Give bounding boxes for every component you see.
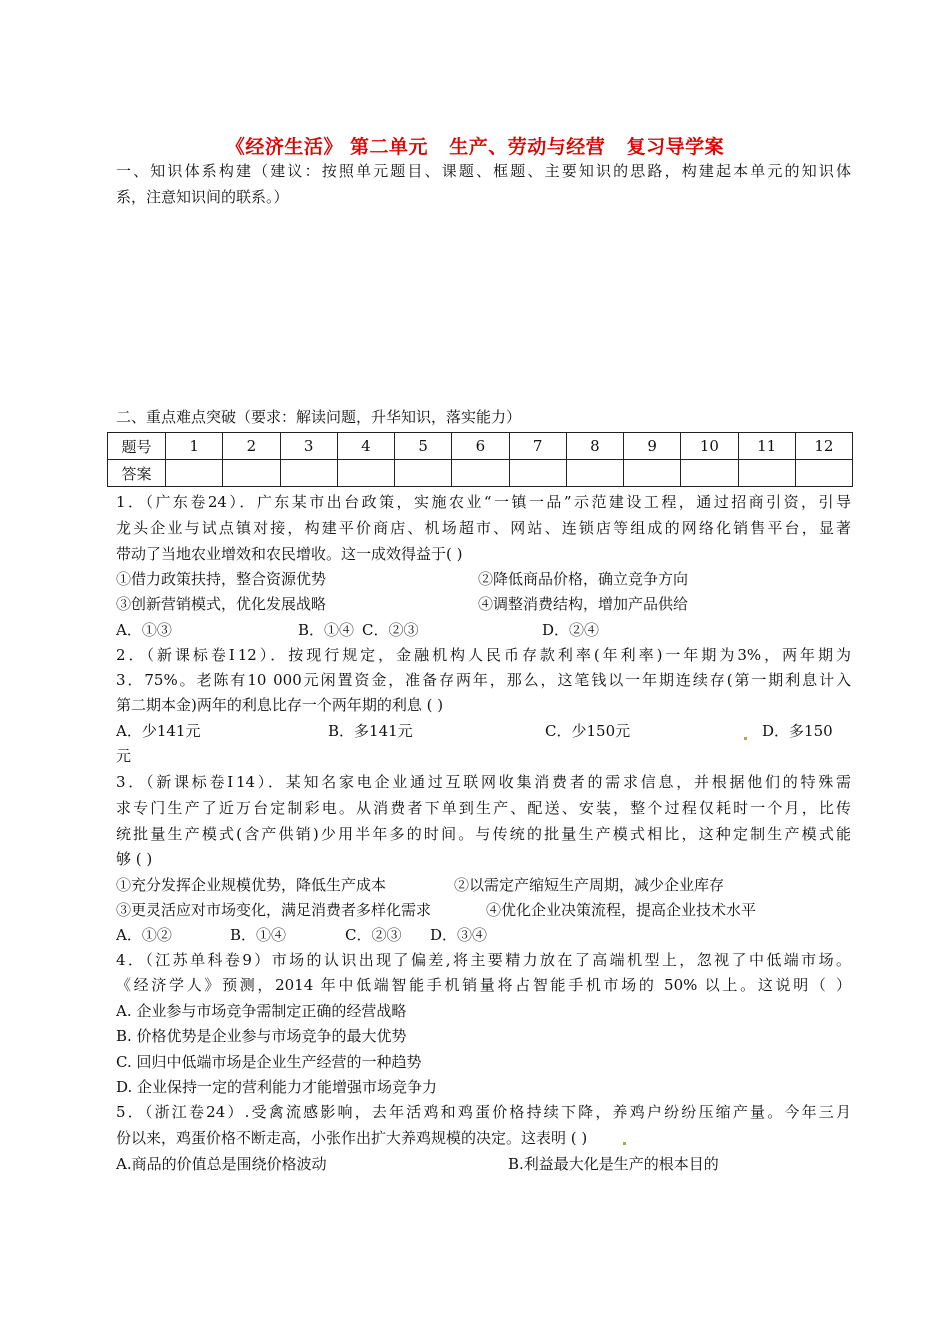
- q1-statement-3: ③创新营销模式，优化发展战略: [116, 595, 327, 613]
- q2-line3: 第二期本金)两年的利息比存一个两年期的利息 ( ): [116, 696, 444, 714]
- q3-option-b: B．①④: [230, 926, 287, 944]
- q1-line3: 带动了当地农业增效和农民增收。这一成效得益于( ): [116, 545, 463, 563]
- table-cell: 8: [566, 433, 623, 460]
- table-cell: 11: [738, 433, 795, 460]
- q3-statement-4: ④优化企业决策流程，提高企业技术水平: [486, 901, 757, 919]
- table-cell: 9: [624, 433, 681, 460]
- q1-line2: 龙头企业与试点镇对接，构建平价商店、机场超市、网站、连锁店等组成的网络化销售平台，显著: [116, 519, 851, 537]
- q1-option-a: A．①③: [116, 621, 172, 639]
- q2-line1: 2．（新课标卷Ⅰ12）．按现行规定，金融机构人民币存款利率(年利率)一年期为3%，两年期为: [116, 646, 851, 664]
- q4-option-b: B. 价格优势是企业参与市场竞争的最大优势: [116, 1027, 407, 1045]
- q5-option-a: A.商品的价值总是围绕价格波动: [116, 1155, 327, 1173]
- q3-statement-3: ③更灵活应对市场变化，满足消费者多样化需求: [116, 901, 432, 919]
- table-cell: 4: [337, 433, 394, 460]
- q1-option-d: D．②④: [542, 621, 600, 639]
- stray-dot-mark: [744, 737, 747, 740]
- q1-option-b: B．①④: [298, 621, 355, 639]
- q4-option-a: A. 企业参与市场竞争需制定正确的经营战略: [116, 1002, 407, 1020]
- table-cell-label: 题号: [108, 433, 166, 460]
- q2-option-b: B．多141元: [328, 722, 413, 740]
- table-cell: 12: [795, 433, 852, 460]
- table-cell: 2: [223, 433, 280, 460]
- q3-option-d: D．③④: [430, 926, 488, 944]
- q4-option-d: D. 企业保持一定的营利能力才能增强市场竞争力: [116, 1078, 438, 1096]
- section2-heading: 二、重点难点突破（要求：解读问题，升华知识，落实能力）: [116, 408, 522, 426]
- answer-cell[interactable]: [223, 460, 280, 487]
- table-cell: 10: [681, 433, 738, 460]
- page-title: 《经济生活》 第二单元 生产、劳动与经营 复习导学案: [225, 136, 725, 158]
- q2-option-a: A．少141元: [116, 722, 201, 740]
- answer-cell[interactable]: [166, 460, 223, 487]
- table-cell: 7: [509, 433, 566, 460]
- answer-cell[interactable]: [337, 460, 394, 487]
- q1-option-c: C．②③: [362, 621, 419, 639]
- answer-cell[interactable]: [681, 460, 738, 487]
- stray-dot-mark: [623, 1142, 626, 1145]
- answer-cell[interactable]: [280, 460, 337, 487]
- section1-line2: 系，注意知识间的联系。）: [116, 188, 289, 206]
- answer-cell[interactable]: [566, 460, 623, 487]
- table-cell-label: 答案: [108, 460, 166, 487]
- q2-option-d: D．多150: [762, 722, 833, 740]
- q1-statement-1: ①借力政策扶持，整合资源优势: [116, 570, 327, 588]
- q3-option-c: C．②③: [345, 926, 402, 944]
- q1-statement-4: ④调整消费结构，增加产品供给: [478, 595, 689, 613]
- q2-option-c: C．少150元: [545, 722, 631, 740]
- q4-line2: 《经济学人》预测，2014 年中低端智能手机销量将占智能手机市场的 50% 以上。这说明（ ）: [116, 976, 851, 994]
- q1-line1: 1．（广东卷24）．广东某市出台政策，实施农业“一镇一品”示范建设工程，通过招商引资，引导: [116, 493, 851, 511]
- table-row-numbers: [108, 433, 853, 460]
- table-cell: 1: [166, 433, 223, 460]
- q3-option-a: A．①②: [116, 926, 172, 944]
- table-row-answers: [108, 460, 853, 487]
- q3-line4: 够 ( ): [116, 850, 153, 868]
- answer-cell[interactable]: [452, 460, 509, 487]
- q4-line1: 4．（江苏单科卷9）市场的认识出现了偏差,将主要精力放在了高端机型上，忽视了中低端市场。: [116, 951, 851, 969]
- answer-cell[interactable]: [509, 460, 566, 487]
- q4-option-c: C. 回归中低端市场是企业生产经营的一种趋势: [116, 1053, 422, 1071]
- q2-option-d-wrap: 元: [116, 747, 132, 765]
- q3-statement-2: ②以需定产缩短生产周期，减少企业库存: [454, 876, 725, 894]
- answer-cell[interactable]: [395, 460, 452, 487]
- answer-cell[interactable]: [624, 460, 681, 487]
- q3-line2: 求专门生产了近万台定制彩电。从消费者下单到生产、配送、安装，整个过程仅耗时一个月，比传: [116, 799, 851, 817]
- q2-line2: 3．75%。老陈有10 000元闲置资金，准备存两年，那么，这笔钱以一年期连续存(第一期利息计入: [116, 671, 851, 689]
- section1-line1: 一、知识体系构建（建议：按照单元题目、课题、框题、主要知识的思路，构建起本单元的知识体: [116, 162, 851, 180]
- answer-cell[interactable]: [738, 460, 795, 487]
- answer-cell[interactable]: [795, 460, 852, 487]
- q5-line1: 5．（浙江卷24）.受禽流感影响，去年活鸡和鸡蛋价格持续下降，养鸡户纷纷压缩产量。今年三月: [116, 1103, 851, 1121]
- q3-line3: 统批量生产模式(含产供销)少用半年多的时间。与传统的批量生产模式相比，这种定制生产模式能: [116, 825, 851, 843]
- answer-table: [107, 432, 853, 487]
- table-cell: 5: [395, 433, 452, 460]
- q3-line1: 3．（新课标卷Ⅰ14）．某知名家电企业通过互联网收集消费者的需求信息，并根据他们的特殊需: [116, 773, 851, 791]
- table-cell: 6: [452, 433, 509, 460]
- q5-line2: 份以来，鸡蛋价格不断走高，小张作出扩大养鸡规模的决定。这表明 ( ): [116, 1129, 588, 1147]
- q3-statement-1: ①充分发挥企业规模优势，降低生产成本: [116, 876, 387, 894]
- q1-statement-2: ②降低商品价格，确立竞争方向: [478, 570, 689, 588]
- table-cell: 3: [280, 433, 337, 460]
- q5-option-b: B.利益最大化是生产的根本目的: [508, 1155, 719, 1173]
